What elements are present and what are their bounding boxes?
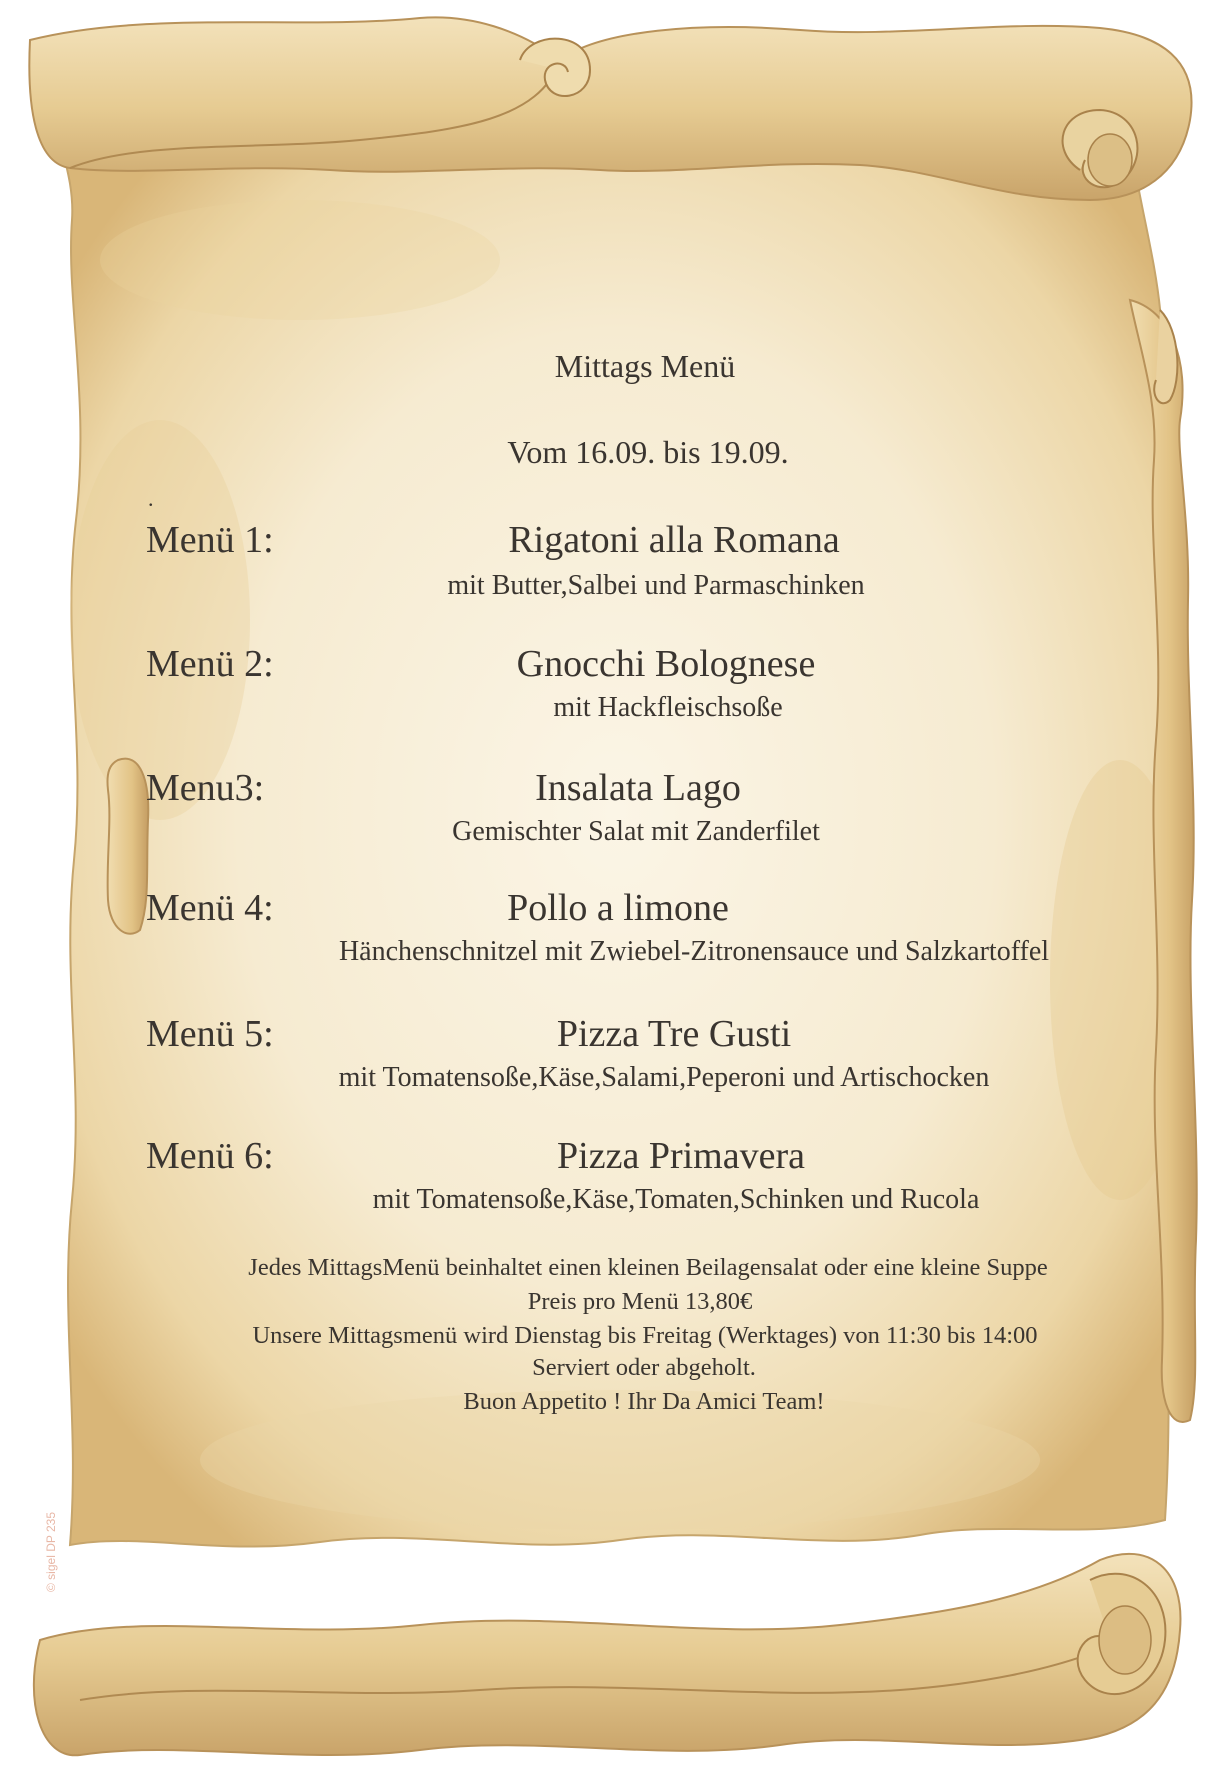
menu-3-label: Menu3: — [146, 767, 265, 809]
menu-1-name: Rigatoni alla Romana — [508, 519, 840, 561]
menu-1-description: mit Butter,Salbei und Parmaschinken — [447, 570, 865, 601]
maker-mark: © sigel DP 235 — [44, 1512, 58, 1592]
menu-6-label: Menü 6: — [146, 1135, 274, 1177]
footer-side-info: Jedes MittagsMenü beinhaltet einen kleinen Beilagensalat oder eine kleine Suppe — [248, 1254, 1048, 1281]
menu-6-name: Pizza Primavera — [557, 1135, 805, 1177]
footer-hours: Unsere Mittagsmenü wird Dienstag bis Freitag (Werktages) von 11:30 bis 14:00 — [252, 1322, 1038, 1349]
menu-1-label: Menü 1: — [146, 519, 274, 561]
menu-2-label: Menü 2: — [146, 643, 274, 685]
menu-5-name: Pizza Tre Gusti — [556, 1013, 792, 1055]
menu-4-label: Menü 4: — [146, 887, 274, 929]
menu-4-name: Pollo a limone — [507, 887, 729, 929]
menu-6-description: mit Tomatensoße,Käse,Tomaten,Schinken und Rucola — [372, 1184, 980, 1215]
menu-title: Mittags Menü — [554, 348, 736, 384]
menu-5-description: mit Tomatensoße,Käse,Salami,Peperoni und Artischocken — [338, 1062, 990, 1093]
footer-price: Preis pro Menü 13,80€ — [527, 1288, 753, 1315]
stray-dot: . — [148, 486, 154, 511]
footer-service: Serviert oder abgeholt. — [532, 1354, 756, 1381]
menu-4-description: Hänchenschnitzel mit Zwiebel-Zitronensauce und Salzkartoffel — [338, 936, 1050, 967]
menu-period: Vom 16.09. bis 19.09. — [507, 434, 789, 470]
menu-3-name: Insalata Lago — [535, 767, 741, 809]
menu-5-label: Menü 5: — [146, 1013, 274, 1055]
menu-2-name: Gnocchi Bolognese — [516, 643, 816, 685]
menu-3-description: Gemischter Salat mit Zanderfilet — [452, 816, 820, 847]
menu-2-description: mit Hackfleischsoße — [553, 692, 783, 723]
footer-greeting: Buon Appetito ! Ihr Da Amici Team! — [463, 1388, 825, 1415]
